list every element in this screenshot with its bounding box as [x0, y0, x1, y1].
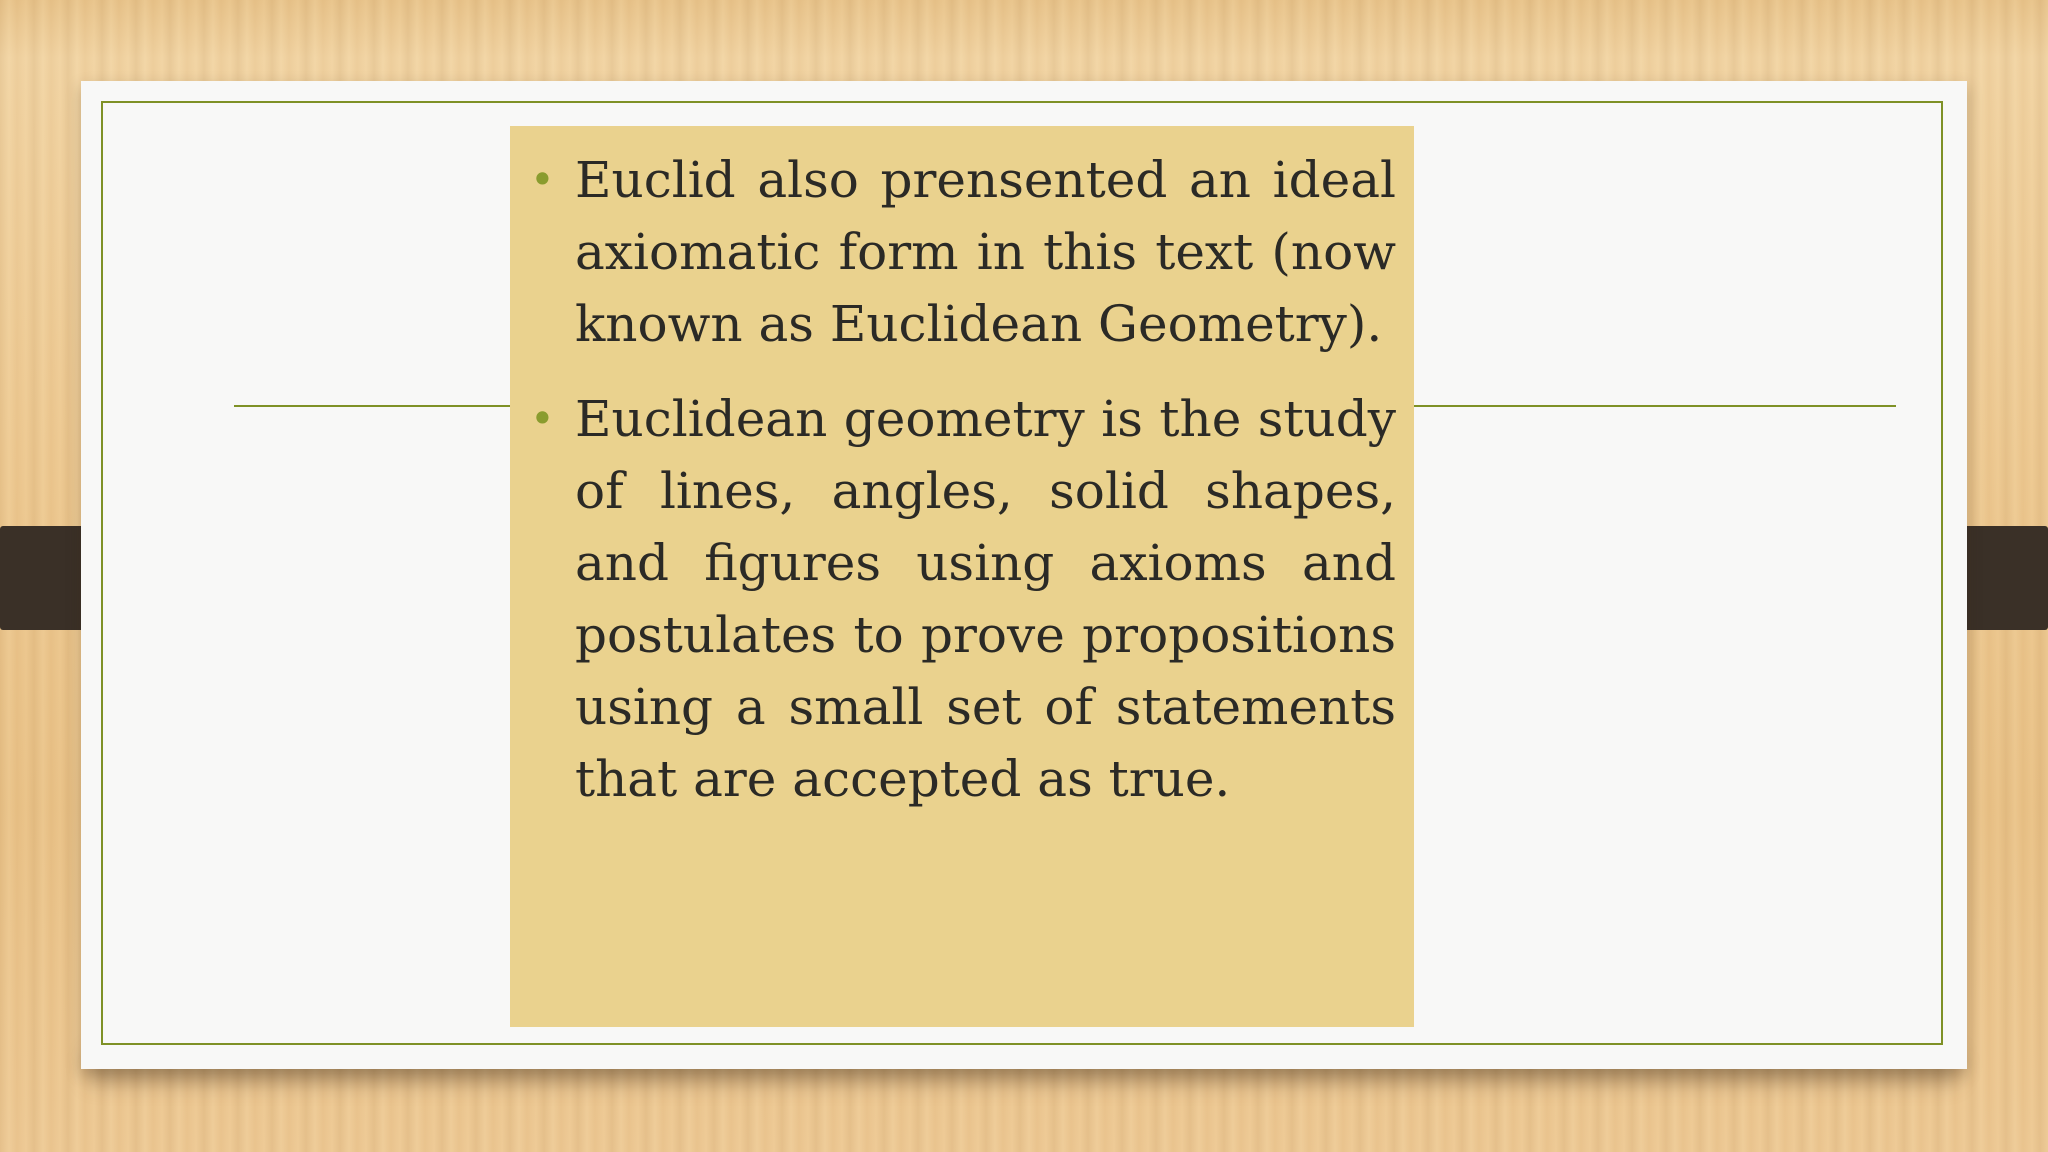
right-divider-line — [1411, 405, 1896, 407]
bullet-dot-icon: • — [530, 394, 555, 443]
bullet-item-euclidean-geometry — [530, 383, 1396, 815]
content-text-box[interactable] — [510, 126, 1414, 1027]
bullet-text: Euclid also prensented an ideal axiomatic form in this text (now known as Euclidean Geometry). — [575, 151, 1396, 353]
bullet-item-euclid-axiomatic — [530, 144, 1396, 360]
bullet-text: Euclidean geometry is the study of lines, angles, solid shapes, and figures using axioms and postulates to prove propositions using a small set of statements that are accepted as true. — [575, 390, 1396, 808]
bullet-dot-icon: • — [530, 155, 555, 204]
